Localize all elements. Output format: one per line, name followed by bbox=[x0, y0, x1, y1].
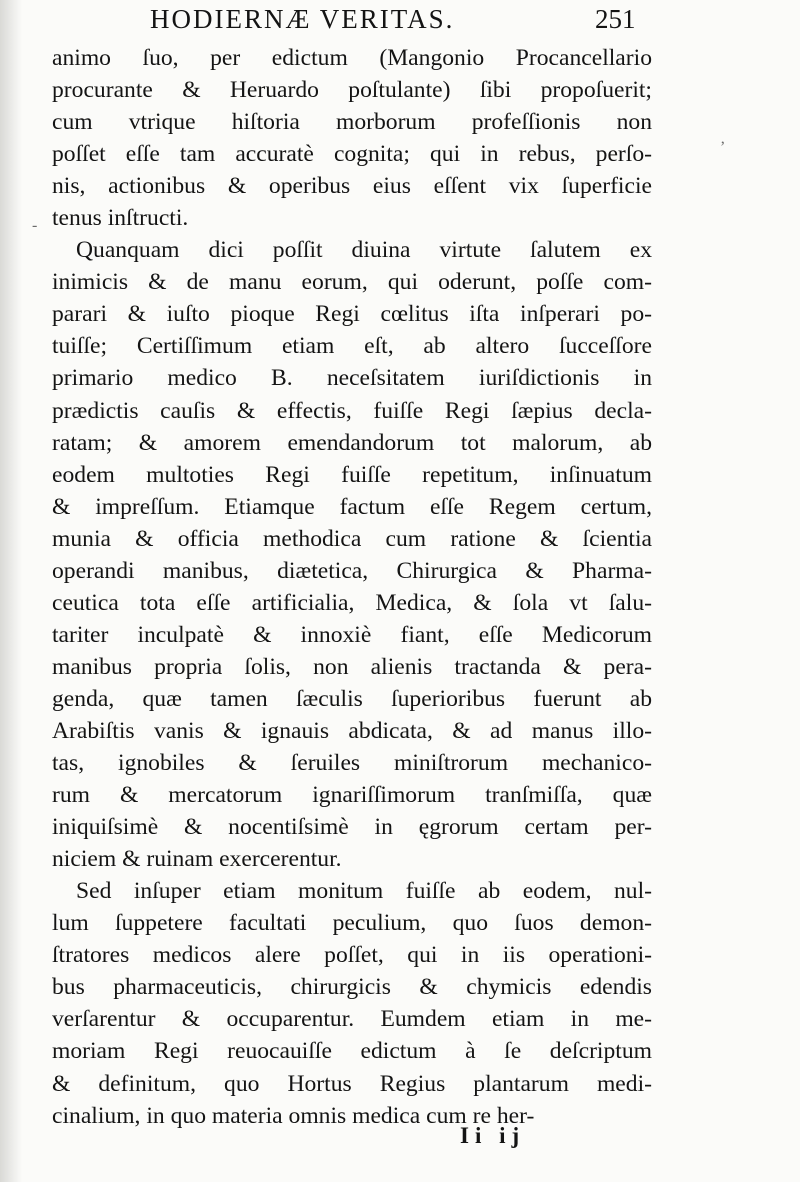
text-line: tenus inſtructi. bbox=[52, 205, 189, 232]
page-number: 251 bbox=[595, 4, 636, 34]
text-line: bus pharmaceuticis, chirurgicis & chymicis edendis bbox=[52, 974, 652, 1001]
body-text bbox=[52, 42, 652, 1132]
text-line: munia & officia methodica cum ratione & ſcientia bbox=[52, 525, 652, 552]
text-line: procurante & Heruardo poſtulante) ſibi propoſuerit; bbox=[52, 77, 652, 104]
text-line: cum vtrique hiſtoria morborum profeſſionis non bbox=[52, 109, 652, 136]
text-line: poſſet eſſe tam accuratè cognita; qui in rebus, perſo- bbox=[52, 141, 652, 168]
paragraph bbox=[52, 234, 652, 875]
paragraph bbox=[52, 42, 652, 234]
text-line: nis, actionibus & operibus eius eſſent vix ſuperficie bbox=[52, 173, 652, 200]
running-title: HODIERNÆ VERITAS. bbox=[150, 4, 455, 34]
text-line: prædictis cauſis & effectis, fuiſſe Regi ſæpius decla- bbox=[52, 397, 652, 424]
text-line: ſtratores medicos alere poſſet, qui in iis operationi- bbox=[52, 942, 652, 969]
text-line: moriam Regi reuocauiſſe edictum à ſe deſcriptum bbox=[52, 1038, 652, 1065]
text-line: Quanquam dici poſſit diuina virtute ſalutem ex bbox=[76, 237, 652, 264]
text-line: & impreſſum. Etiamque factum eſſe Regem certum, bbox=[52, 493, 652, 520]
text-line: tariter inculpatè & innoxiè fiant, eſſe Medicorum bbox=[52, 621, 652, 648]
page-gutter-shadow bbox=[0, 0, 22, 1182]
text-line: parari & iuſto pioque Regi cœlitus iſta inſperari po- bbox=[52, 301, 652, 328]
text-line: Sed inſuper etiam monitum fuiſſe ab eodem, nul- bbox=[76, 878, 652, 905]
signature-mark: Ii ij bbox=[460, 1123, 526, 1148]
text-line: animo ſuo, per edictum (Mangonio Procancellario bbox=[52, 45, 652, 71]
text-line: lum ſuppetere facultati peculium, quo ſuos demon- bbox=[52, 910, 652, 937]
margin-ink-mark: ’ bbox=[720, 139, 726, 156]
text-line: iniquiſsimè & nocentiſsimè in ęgrorum certam per- bbox=[52, 814, 652, 841]
text-line: eodem multoties Regi fuiſſe repetitum, inſinuatum bbox=[52, 461, 652, 488]
text-line: manibus propria ſolis, non alienis tractanda & pera- bbox=[52, 653, 652, 680]
text-line: operandi manibus, diætetica, Chirurgica & Pharma- bbox=[52, 557, 652, 584]
footer bbox=[460, 1123, 580, 1157]
text-line: ratam; & amorem emendandorum tot malorum, ab bbox=[52, 429, 652, 456]
page-header bbox=[150, 4, 650, 38]
text-line: rum & mercatorum ignariſſimorum tranſmiſſa, quæ bbox=[52, 782, 652, 809]
margin-dash-mark: - bbox=[32, 217, 38, 234]
paragraph bbox=[52, 875, 652, 1131]
text-line: Arabiſtis vanis & ignauis abdicata, & ad manus illo- bbox=[52, 717, 652, 744]
text-line: primario medico B. neceſsitatem iuriſdictionis in bbox=[52, 365, 652, 392]
text-line: cinalium, in quo materia omnis medica cum re her- bbox=[52, 1102, 535, 1129]
text-line: tas, ignobiles & ſeruiles miniſtrorum mechanico- bbox=[52, 750, 652, 777]
text-line: genda, quæ tamen ſæculis ſuperioribus fuerunt ab bbox=[52, 685, 652, 712]
text-line: niciem & ruinam exercerentur. bbox=[52, 846, 342, 873]
text-line: ceutica tota eſſe artificialia, Medica, & ſola vt ſalu- bbox=[52, 589, 652, 616]
text-line: & definitum, quo Hortus Regius plantarum medi- bbox=[52, 1070, 652, 1097]
text-line: verſarentur & occuparentur. Eumdem etiam in me- bbox=[52, 1006, 652, 1033]
text-line: tuiſſe; Certiſſimum etiam eſt, ab altero ſucceſſore bbox=[52, 333, 652, 360]
text-line: inimicis & de manu eorum, qui oderunt, poſſe com- bbox=[52, 269, 652, 296]
